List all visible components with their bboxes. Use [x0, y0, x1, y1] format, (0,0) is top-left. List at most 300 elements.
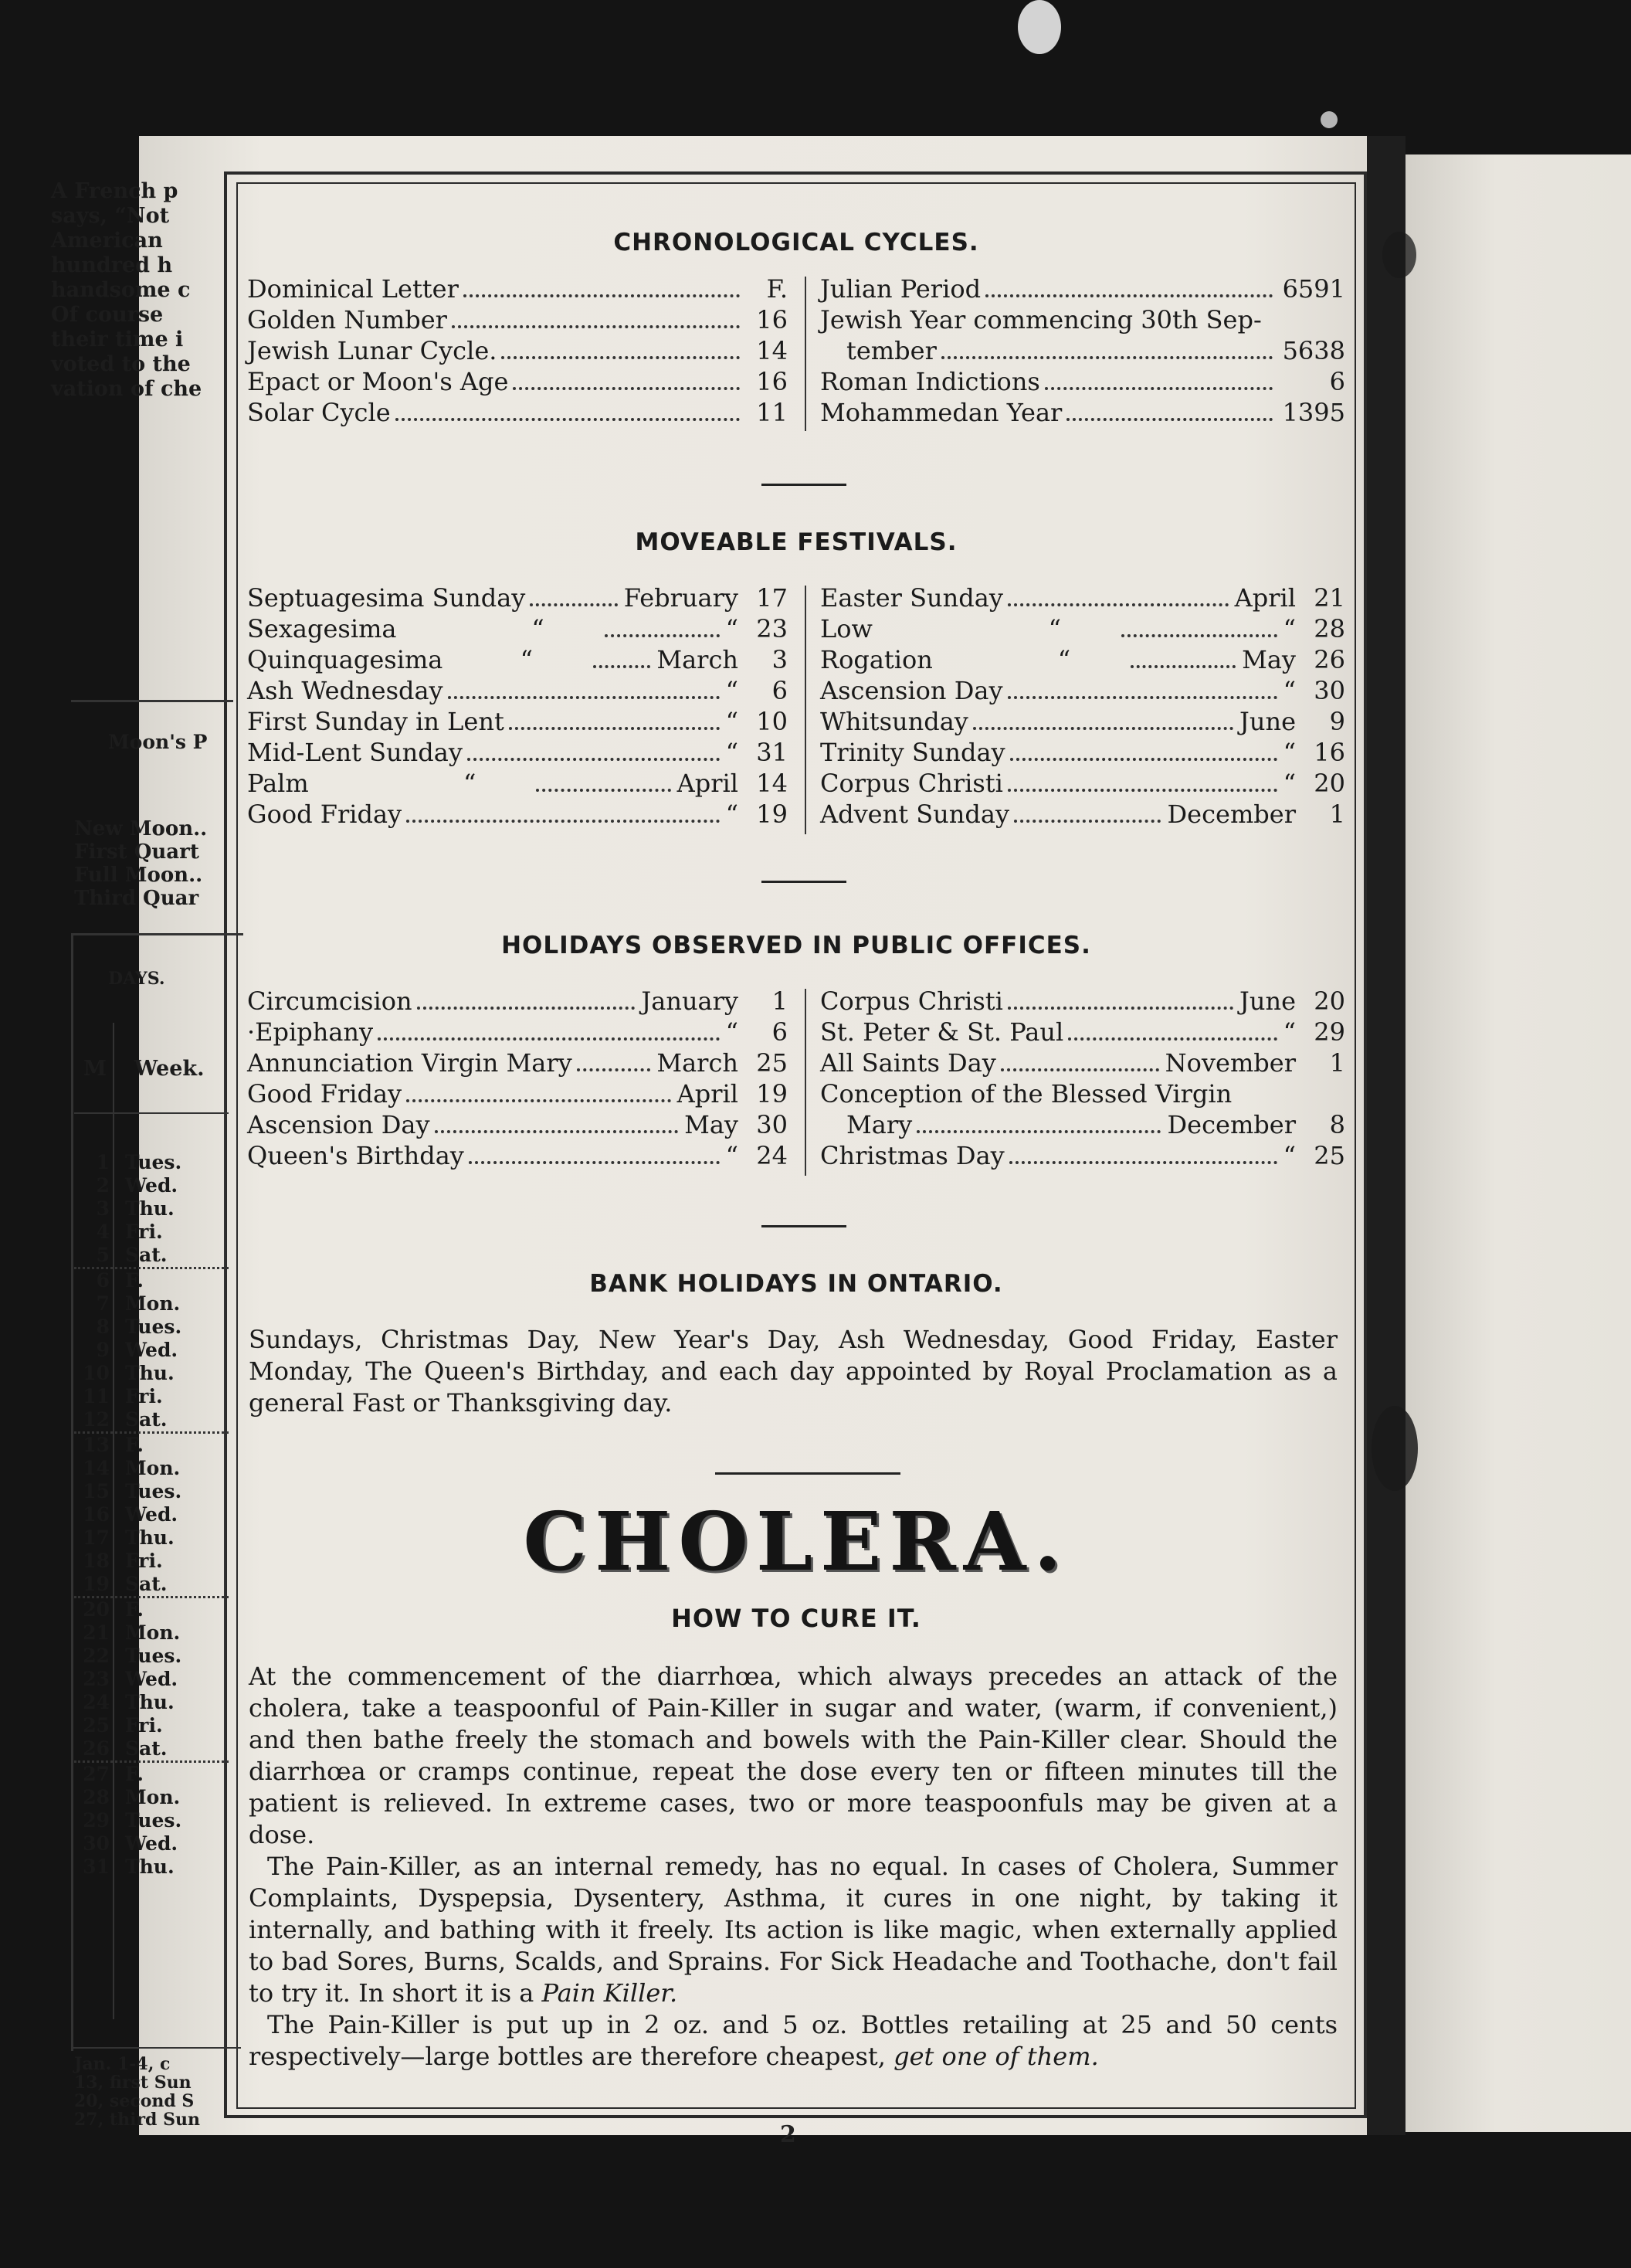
- calendar-day-row: [74, 1714, 229, 1737]
- holiday-value: 24: [756, 1141, 788, 1170]
- holiday-row: [820, 1017, 1345, 1047]
- chrono-row: [247, 366, 788, 397]
- calendar-day-number: 8: [96, 1316, 110, 1338]
- holiday-month: “: [1283, 1141, 1296, 1170]
- holiday-month: April: [676, 1079, 738, 1109]
- calendar-day-number: 4: [96, 1221, 110, 1243]
- chrono-value: 6: [1329, 367, 1345, 396]
- column-divider: [805, 586, 806, 834]
- chrono-row: [820, 304, 1345, 335]
- calendar-weekday: Thu.: [125, 1197, 175, 1220]
- holiday-value: 1: [771, 986, 788, 1016]
- festival-month: June: [1239, 707, 1296, 736]
- bank-holidays-heading: BANK HOLIDAYS IN ONTARIO.: [589, 1270, 1003, 1298]
- holiday-month: June: [1239, 986, 1296, 1016]
- holiday-label: Christmas Day: [820, 1141, 1005, 1170]
- holiday-row: [247, 986, 788, 1017]
- holiday-row: [247, 1109, 788, 1140]
- festival-row: [247, 799, 788, 830]
- calendar-day-row: [74, 1832, 229, 1855]
- book-gutter: [1367, 136, 1406, 2135]
- festival-value: 6: [771, 676, 788, 705]
- calendar-weekday: Fri.: [125, 1385, 163, 1407]
- calendar-day-row: [74, 1573, 229, 1596]
- leader-dots: [985, 294, 1273, 297]
- leader-dots: [1008, 603, 1229, 606]
- calendar-week-group: [74, 1760, 229, 1879]
- leader-dots: [448, 696, 720, 699]
- calendar-day-number: 13: [83, 1434, 110, 1456]
- calendar-weekday: Thu.: [125, 1526, 175, 1549]
- leader-dots: [467, 758, 720, 761]
- page-number: 2: [780, 2121, 796, 2148]
- chronological-left-column: [247, 273, 788, 428]
- holidays-right-column: [820, 986, 1345, 1171]
- ditto-mark: “: [463, 769, 476, 798]
- calendar-weekday: Sat.: [125, 1244, 168, 1266]
- calendar-weekday: Sat.: [125, 1408, 168, 1431]
- leader-dots: [509, 727, 720, 730]
- festival-value: 14: [756, 769, 788, 798]
- festival-label: Palm: [247, 769, 309, 798]
- calendar-weekday: Wed.: [125, 1339, 178, 1361]
- festival-row: [247, 737, 788, 768]
- leader-dots: [463, 294, 740, 297]
- chrono-row: [820, 397, 1345, 428]
- chronological-cycles-heading: CHRONOLOGICAL CYCLES.: [613, 229, 979, 256]
- festival-value: 10: [756, 707, 788, 736]
- chrono-label: Roman Indictions: [820, 367, 1040, 396]
- festival-value: 16: [1314, 738, 1345, 767]
- calendar-day-row: [74, 1197, 229, 1221]
- right-page: [1406, 154, 1631, 2132]
- holiday-month: November: [1165, 1048, 1296, 1078]
- holiday-month: January: [641, 986, 738, 1016]
- holiday-label: All Saints Day: [820, 1048, 996, 1078]
- festival-label: Good Friday: [247, 800, 402, 829]
- festival-month: “: [1283, 769, 1296, 798]
- festival-row: [820, 768, 1345, 799]
- calendar-day-row: [74, 1244, 229, 1267]
- calendar-day-number: 24: [83, 1691, 110, 1713]
- festivals-left-column: [247, 582, 788, 830]
- festival-label: Low: [820, 614, 873, 643]
- calendar-footnote: Jan. 1-4, c: [74, 2054, 171, 2074]
- holiday-value: 30: [756, 1110, 788, 1139]
- weekday-col-header: Week.: [134, 1057, 205, 1081]
- moon-phase-item: Full Moon..: [74, 864, 203, 887]
- festival-value: 23: [756, 614, 788, 643]
- moon-phase-item: Third Quar: [74, 887, 199, 910]
- calendar-day-row: [74, 1385, 229, 1408]
- chrono-value: 1395: [1282, 398, 1345, 427]
- moons-phases-header: Moon's P: [108, 731, 208, 753]
- chrono-value: 16: [756, 305, 788, 334]
- leader-dots: [1009, 1161, 1277, 1164]
- festival-label: Ash Wednesday: [247, 676, 443, 705]
- leader-dots: [530, 603, 617, 606]
- festival-label: Quinquagesima: [247, 645, 443, 674]
- leader-dots: [452, 325, 740, 328]
- festival-label: Septuagesima Sunday: [247, 583, 526, 613]
- calendar-day-row: [74, 1786, 229, 1809]
- cholera-text: The Pain-Killer, as an internal remedy, has no equal. In cases of Cholera, Summer Complaints, Dyspepsia, Dysentery, Asthma, it cures in one night, by taking it internally, and bathing with it freely. Its action is like magic, when externally applied to bad Sores, Burns, Scalds, and Sprains. For Sick Headache and Toothache, don't fail to try it. In short it is a: [249, 1852, 1338, 2008]
- calendar-day-number: 29: [83, 1809, 110, 1832]
- moons-phases-list: [74, 817, 207, 910]
- calendar-week-group: [74, 1596, 229, 1760]
- festival-value: 20: [1314, 769, 1345, 798]
- holiday-row: [247, 1047, 788, 1078]
- calendar-day-row: [74, 1691, 229, 1714]
- chrono-label: Jewish Year commencing 30th Sep-: [820, 305, 1262, 334]
- calendar-weekday: Fri.: [125, 1550, 163, 1572]
- festival-month: April: [1234, 583, 1296, 613]
- calendar-day-number: 22: [83, 1645, 110, 1667]
- festival-value: 26: [1314, 645, 1345, 674]
- right-page-text-line: says, “Not: [51, 204, 170, 228]
- holiday-month: May: [684, 1110, 738, 1139]
- holiday-label: Corpus Christi: [820, 986, 1003, 1016]
- leader-dots: [577, 1068, 651, 1071]
- cholera-paragraph: At the commencement of the diarrhœa, which always precedes an attack of the cholera, take a teaspoonful of Pain-Killer in sugar and water, (warm, if convenient,) and then bathe freely the stomach and bowels with the Pain-Killer clear. Should the diarrhœa or cramps continue, repeat the dose every ten or fifteen minutes till the patient is relieved. In extreme cases, two or more teaspoonfuls may be given at a dose.: [249, 1662, 1338, 1849]
- calendar-weekday: Wed.: [125, 1503, 178, 1526]
- calendar-day-row: [74, 1151, 229, 1174]
- chrono-label: tember: [846, 336, 937, 365]
- right-page-text-line: vation of che: [51, 377, 202, 401]
- calendar-day-number: 18: [83, 1550, 110, 1572]
- holiday-month: “: [725, 1141, 738, 1170]
- holiday-label: Good Friday: [247, 1079, 402, 1109]
- chrono-label: Mohammedan Year: [820, 398, 1063, 427]
- calendar-day-number: 1: [96, 1151, 110, 1173]
- calendar-weekday: Fri.: [125, 1714, 163, 1737]
- leader-dots: [435, 1130, 679, 1133]
- festival-row: [247, 644, 788, 675]
- leader-dots: [417, 1007, 636, 1010]
- holiday-row: [820, 1047, 1345, 1078]
- calendar-day-row: [74, 1763, 229, 1786]
- calendar-day-number: 14: [83, 1457, 110, 1479]
- section-rule: [761, 484, 846, 486]
- holiday-day: 8: [1329, 1110, 1345, 1139]
- calendar-day-number: 7: [96, 1292, 110, 1315]
- festival-value: 19: [756, 800, 788, 829]
- calendar-day-number: 3: [96, 1197, 110, 1220]
- festival-row: [820, 706, 1345, 737]
- cholera-subtitle: HOW TO CURE IT.: [671, 1604, 921, 1633]
- calendar-weekday: Mon.: [125, 1786, 181, 1808]
- ditto-mark: “: [1048, 614, 1061, 643]
- right-page-text-line: hundred h: [51, 253, 173, 277]
- right-page-rule: [71, 700, 233, 702]
- calendar-day-number: 6: [96, 1269, 110, 1292]
- calendar-day-row: [74, 1737, 229, 1760]
- festival-row: [820, 737, 1345, 768]
- festival-label: Advent Sunday: [820, 800, 1010, 829]
- calendar-day-row: [74, 1668, 229, 1691]
- calendar-rule: [71, 2047, 241, 2049]
- calendar-weekday: Sat.: [125, 1737, 168, 1760]
- calendar-day-number: 28: [83, 1786, 110, 1808]
- festival-month: March: [656, 645, 738, 674]
- festival-row: [820, 582, 1345, 613]
- holiday-label: Conception of the Blessed Virgin: [820, 1079, 1233, 1109]
- holiday-label: Ascension Day: [247, 1110, 430, 1139]
- festival-month: “: [725, 800, 738, 829]
- leader-dots: [1066, 418, 1273, 421]
- festival-label: Ascension Day: [820, 676, 1003, 705]
- festival-month: February: [623, 583, 738, 613]
- calendar-weekday: Thu.: [125, 1362, 175, 1384]
- festival-value: 1: [1329, 800, 1345, 829]
- chrono-row: [247, 335, 788, 366]
- calendar-weekday: Wed.: [125, 1832, 178, 1855]
- festival-month: “: [725, 676, 738, 705]
- calendar-weekday: F.: [125, 1763, 144, 1785]
- festival-row: [247, 582, 788, 613]
- leader-dots: [1008, 696, 1277, 699]
- festival-row: [247, 675, 788, 706]
- leader-dots: [593, 665, 650, 668]
- calendar-day-row: [74, 1434, 229, 1457]
- right-page-text-line: American: [51, 229, 163, 253]
- leader-dots: [1068, 1037, 1277, 1041]
- leader-dots: [378, 1037, 720, 1041]
- festivals-right-column: [820, 582, 1345, 830]
- right-page-text-line: handsome c: [51, 278, 191, 302]
- holidays-heading: HOLIDAYS OBSERVED IN PUBLIC OFFICES.: [501, 932, 1091, 959]
- festival-month: May: [1242, 645, 1296, 674]
- leader-dots: [406, 1099, 671, 1102]
- leader-dots: [1008, 1007, 1233, 1010]
- leader-dots: [536, 789, 670, 792]
- column-divider: [805, 989, 806, 1176]
- ditto-mark: “: [520, 645, 534, 674]
- leader-dots: [605, 634, 720, 637]
- holiday-label: Annunciation Virgin Mary: [247, 1048, 572, 1078]
- calendar-weekday: F.: [125, 1434, 144, 1456]
- festival-row: [820, 613, 1345, 644]
- calendar-day-row: [74, 1457, 229, 1480]
- festival-month: “: [725, 614, 738, 643]
- holiday-label: St. Peter & St. Paul: [820, 1017, 1064, 1047]
- chrono-value: 5638: [1282, 336, 1345, 365]
- right-page-text-line: voted to the: [51, 352, 191, 376]
- calendar-day-number: 21: [83, 1621, 110, 1644]
- leader-dots: [941, 356, 1273, 359]
- calendar-rule: [74, 1112, 229, 1114]
- calendar-day-row: [74, 1550, 229, 1573]
- moveable-festivals-heading: MOVEABLE FESTIVALS.: [635, 528, 958, 556]
- festival-row: [247, 613, 788, 644]
- calendar-weekday: Tues.: [125, 1151, 182, 1173]
- festival-value: 3: [771, 645, 788, 674]
- festival-value: 17: [756, 583, 788, 613]
- chrono-label: Julian Period: [820, 274, 982, 304]
- chrono-row: [247, 397, 788, 428]
- festival-label: Sexagesima: [247, 614, 397, 643]
- ink-blot: [1372, 1406, 1418, 1491]
- calendar-day-number: 30: [83, 1832, 110, 1855]
- calendar-footnote: 13, first Sun: [74, 2073, 192, 2093]
- calendar-footnotes: [74, 2055, 200, 2129]
- calendar-day-row: [74, 1316, 229, 1339]
- calendar-week-group: [74, 1267, 229, 1431]
- right-page-text-line: Of course: [51, 303, 164, 327]
- festival-label: Mid-Lent Sunday: [247, 738, 463, 767]
- calendar-weekday: Fri.: [125, 1221, 163, 1243]
- right-page-text: [51, 179, 202, 402]
- festival-row: [247, 768, 788, 799]
- festival-month: “: [1283, 614, 1297, 643]
- calendar-day-row: [74, 1221, 229, 1244]
- holiday-label: Mary: [846, 1110, 913, 1139]
- leader-dots: [1014, 820, 1161, 823]
- holiday-row: [820, 1109, 1345, 1140]
- festival-row: [247, 706, 788, 737]
- leader-dots: [917, 1130, 1161, 1133]
- calendar-days: [74, 1151, 229, 1879]
- festival-label: Easter Sunday: [820, 583, 1003, 613]
- calendar-week-group: [74, 1431, 229, 1596]
- festival-month: December: [1167, 800, 1296, 829]
- calendar-weekday: Wed.: [125, 1174, 178, 1197]
- chrono-value: 6591: [1282, 274, 1345, 304]
- leader-dots: [1121, 634, 1277, 637]
- calendar-day-row: [74, 1408, 229, 1431]
- holiday-month: “: [725, 1017, 738, 1047]
- calendar-day-row: [74, 1362, 229, 1385]
- calendar-day-number: 15: [83, 1480, 110, 1502]
- chrono-label: Golden Number: [247, 305, 447, 334]
- calendar-weekday: Thu.: [125, 1691, 175, 1713]
- festival-value: 9: [1329, 707, 1345, 736]
- cholera-paragraph: [249, 1851, 1338, 2009]
- leader-dots: [1131, 665, 1236, 668]
- calendar-day-row: [74, 1526, 229, 1550]
- festival-label: Rogation: [820, 645, 933, 674]
- holiday-month: March: [656, 1048, 738, 1078]
- holiday-row: [820, 986, 1345, 1017]
- calendar-day-number: 5: [96, 1244, 110, 1266]
- leader-dots: [1008, 789, 1277, 792]
- calendar-day-number: 26: [83, 1737, 110, 1760]
- bank-holidays-paragraph: Sundays, Christmas Day, New Year's Day, Ash Wednesday, Good Friday, Easter Monday, The Queen's Birthday, and each day appointed by Royal Proclamation as a general Fast or Thanksgiving day.: [249, 1325, 1338, 1418]
- festival-month: “: [1283, 738, 1296, 767]
- festival-row: [820, 644, 1345, 675]
- calendar-weekday: Thu.: [125, 1855, 175, 1878]
- calendar-day-row: [74, 1503, 229, 1526]
- holidays-table: [247, 986, 1344, 1179]
- holiday-month: December: [1167, 1110, 1296, 1139]
- festival-month: “: [1283, 676, 1296, 705]
- holiday-day: 20: [1314, 986, 1345, 1016]
- calendar-weekday: F.: [125, 1269, 144, 1292]
- calendar-weekday: F.: [125, 1598, 144, 1621]
- festival-month: April: [676, 769, 739, 798]
- holiday-row: [247, 1140, 788, 1171]
- chrono-row: [247, 304, 788, 335]
- calendar-day-row: [74, 1809, 229, 1832]
- festival-label: Whitsunday: [820, 707, 968, 736]
- calendar-day-number: 25: [83, 1714, 110, 1737]
- calendar-weekday: Mon.: [125, 1621, 181, 1644]
- calendar-day-number: 9: [96, 1339, 110, 1361]
- holiday-day: 1: [1329, 1048, 1345, 1078]
- holiday-row: [247, 1017, 788, 1047]
- calendar-day-number: 19: [83, 1573, 110, 1595]
- section-rule: [761, 881, 846, 883]
- chrono-row: [820, 273, 1345, 304]
- leader-dots: [1001, 1068, 1159, 1071]
- holiday-row: [820, 1078, 1345, 1109]
- festival-month: “: [725, 738, 738, 767]
- chronological-right-column: [820, 273, 1345, 428]
- calendar-day-number: 20: [83, 1598, 110, 1621]
- calendar-day-row: [74, 1645, 229, 1668]
- holiday-value: 6: [771, 1017, 788, 1047]
- calendar-weekday: Mon.: [125, 1292, 181, 1315]
- calendar-day-number: 16: [83, 1503, 110, 1526]
- calendar-weekday: Tues.: [125, 1809, 182, 1832]
- chrono-value: 14: [756, 336, 788, 365]
- chrono-label: Epact or Moon's Age: [247, 367, 509, 396]
- chrono-row: [247, 273, 788, 304]
- calendar-day-number: 17: [83, 1526, 110, 1549]
- ditto-mark: “: [531, 614, 544, 643]
- calendar-week-group: [74, 1151, 229, 1267]
- calendar-weekday: Wed.: [125, 1668, 178, 1690]
- calendar-day-row: [74, 1855, 229, 1879]
- right-page-text-line: their time i: [51, 328, 184, 351]
- holiday-row: [820, 1140, 1345, 1171]
- moon-phase-item: First Quart: [74, 840, 199, 864]
- chrono-value: 16: [756, 367, 788, 396]
- calendar-day-number: 11: [83, 1385, 110, 1407]
- column-divider: [805, 277, 806, 431]
- calendar-day-number: 2: [96, 1174, 110, 1197]
- holiday-value: 19: [756, 1079, 788, 1109]
- right-page-text-line: A French p: [51, 179, 178, 203]
- chrono-value: 11: [756, 398, 788, 427]
- leader-dots: [973, 727, 1233, 730]
- cholera-italic-text: get one of them.: [893, 2042, 1099, 2071]
- moveable-festivals-table: [247, 582, 1344, 837]
- holiday-label: ·Epiphany: [247, 1017, 374, 1047]
- calendar-footnote: 27, third Sun: [74, 2110, 200, 2130]
- festival-value: 31: [756, 738, 788, 767]
- calendar-weekday: Tues.: [125, 1480, 182, 1502]
- calendar-col-headers: [83, 1057, 204, 1081]
- leader-dots: [469, 1161, 720, 1164]
- festival-row: [820, 675, 1345, 706]
- cholera-text: The Pain-Killer is put up in 2 oz. and 5 oz. Bottles retailing at 25 and 50 cents respectively—large bottles are therefore cheapest,: [249, 2010, 1338, 2071]
- calendar-weekday: Sat.: [125, 1573, 168, 1595]
- leader-dots: [406, 820, 720, 823]
- cholera-body: [249, 1661, 1338, 2073]
- leader-dots: [513, 387, 740, 390]
- moon-phase-item: New Moon..: [74, 817, 208, 840]
- calendar-day-number: 10: [83, 1362, 110, 1384]
- chrono-value: F.: [766, 274, 788, 304]
- month-day-col-header: M: [83, 1057, 107, 1081]
- chrono-label: Jewish Lunar Cycle.: [247, 336, 497, 365]
- festival-value: 30: [1314, 676, 1345, 705]
- calendar-day-row: [74, 1292, 229, 1316]
- calendar-weekday: Tues.: [125, 1645, 182, 1667]
- calendar-day-number: 23: [83, 1668, 110, 1690]
- calendar-days-header: DAYS.: [108, 969, 165, 989]
